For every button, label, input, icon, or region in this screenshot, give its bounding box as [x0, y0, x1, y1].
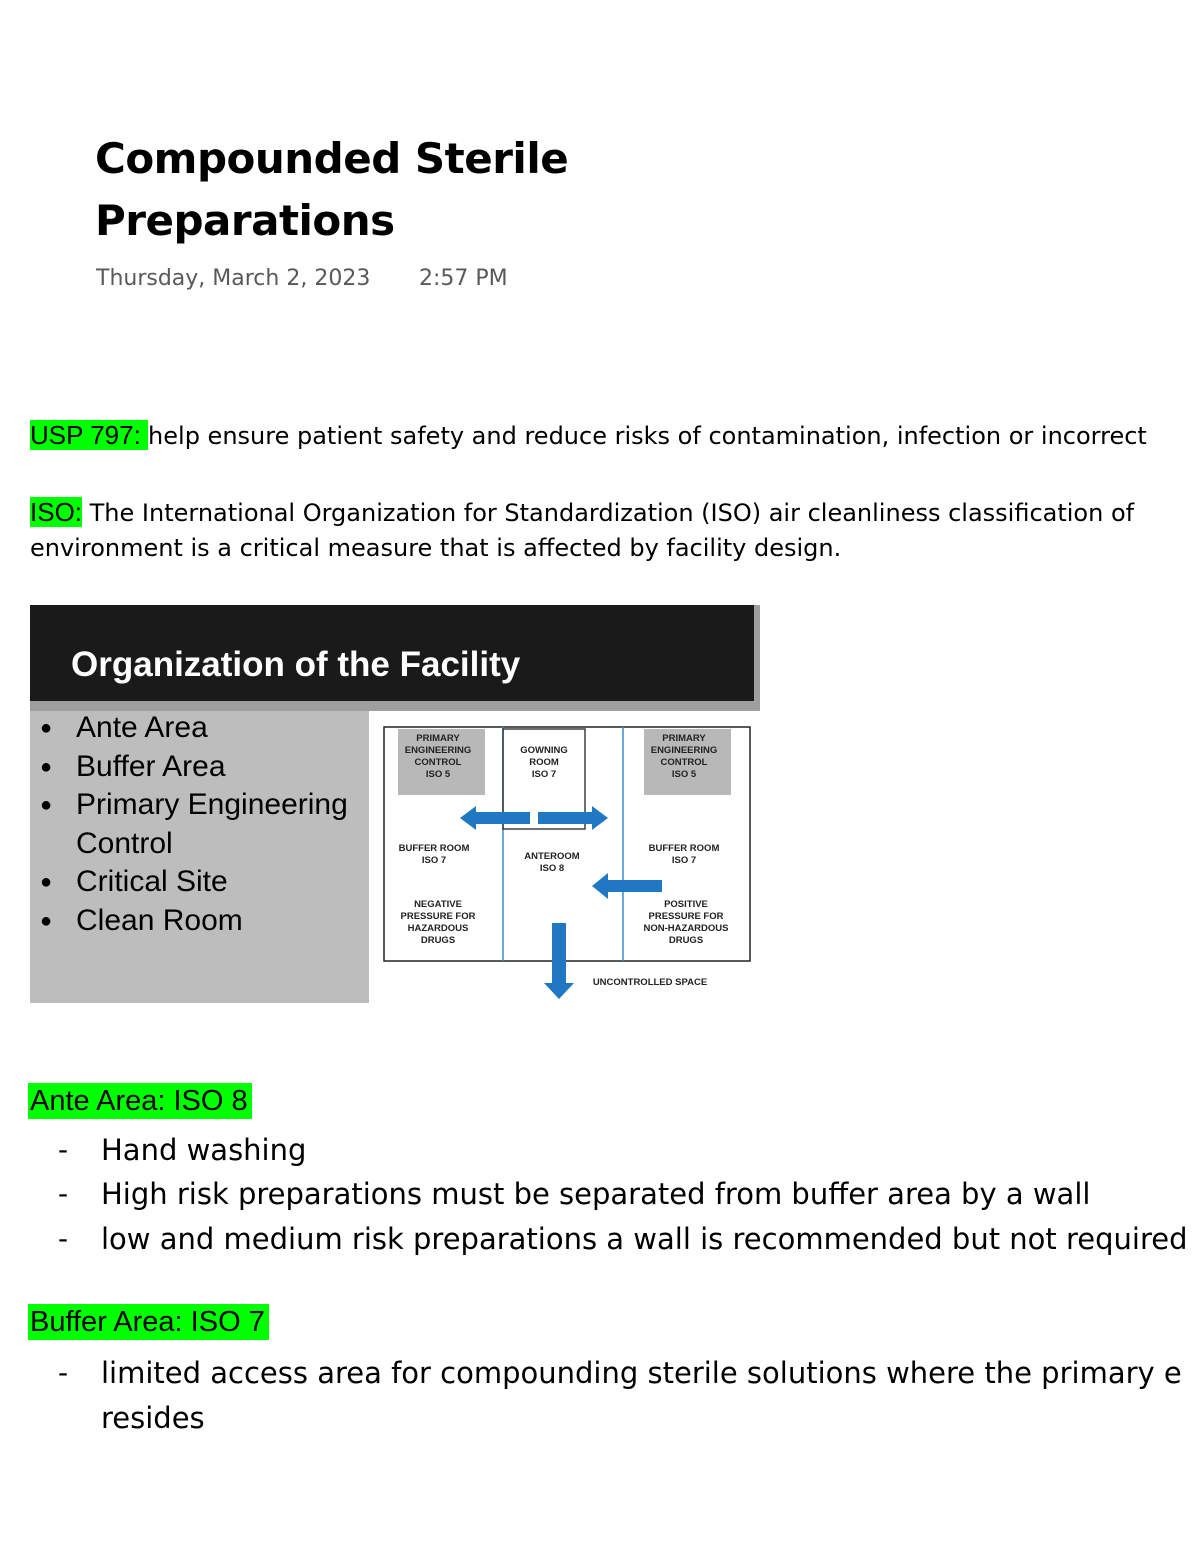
iso-paragraph-line1 [30, 497, 1134, 528]
diagram-uncontrolled-label: UNCONTROLLED SPACE [592, 977, 708, 988]
slide-item: ● Clean Room [40, 902, 348, 941]
page-title-line1: Compounded Sterile [95, 134, 569, 183]
diagram-anteroom-label: ANTEROOM [524, 851, 580, 862]
diagram-pec-right-label: ISO 5 [671, 769, 697, 780]
diagram-pec-left-label: CONTROL [414, 757, 462, 768]
slide-item: ● Ante Area [40, 709, 348, 748]
ante-bullet: low and medium risk preparations a wall is recommended but not required [101, 1222, 1188, 1256]
buffer-bullet-line1: limited access area for compounding sterile solutions where the primary e [101, 1356, 1182, 1390]
diagram-pec-left-label: ENGINEERING [404, 745, 472, 756]
diagram-pec-right-label: CONTROL [660, 757, 708, 768]
diagram-pec-right-label: PRIMARY [662, 733, 706, 744]
diagram-negative-pressure-label: DRUGS [420, 935, 456, 946]
diagram-negative-pressure-label: PRESSURE FOR [400, 911, 476, 922]
ante-bullet-marker: - [58, 1177, 69, 1210]
slide-header [30, 605, 754, 701]
page-title-line2: Preparations [95, 196, 395, 245]
diagram-gowning-label: GOWNING [520, 745, 568, 756]
ante-heading: Ante Area: ISO 8 [28, 1085, 252, 1118]
diagram-gowning-label: ISO 7 [531, 769, 557, 780]
slide-item: ● Buffer Area [40, 748, 348, 787]
diagram-buffer-left-label: BUFFER ROOM [398, 843, 470, 854]
page-time: 2:57 PM [419, 266, 508, 291]
iso-text-line1: The International Organization for Standardization (ISO) air cleanliness classification of [82, 499, 1135, 527]
diagram-positive-pressure-label: NON-HAZARDOUS [643, 923, 729, 934]
diagram-pec-left-label: ISO 5 [425, 769, 451, 780]
iso-label: ISO: [30, 497, 83, 527]
buffer-bullet-marker: - [58, 1356, 69, 1389]
diagram-buffer-right-label: BUFFER ROOM [648, 843, 720, 854]
usp-label: USP 797: [30, 420, 149, 450]
slide-item: ● Primary Engineering [40, 786, 348, 825]
slide-item-continuation: Control [76, 826, 173, 860]
buffer-bullet-line2: resides [101, 1401, 205, 1435]
usp-paragraph [30, 420, 1147, 451]
diagram-pec-right-label: ENGINEERING [650, 745, 718, 756]
ante-bullet-marker: - [58, 1222, 69, 1255]
diagram-pec-left-label: PRIMARY [416, 733, 460, 744]
ante-bullet-marker: - [58, 1133, 69, 1166]
slide-bullet-list [40, 709, 348, 940]
facility-slide-image [30, 605, 760, 1003]
buffer-heading: Buffer Area: ISO 7 [28, 1306, 269, 1339]
facility-diagram [380, 723, 760, 1003]
slide-title: Organization of the Facility [71, 645, 521, 684]
diagram-gowning-label: ROOM [529, 757, 559, 768]
iso-text-line2: environment is a critical measure that is affected by facility design. [30, 534, 842, 562]
diagram-anteroom-label: ISO 8 [539, 863, 565, 874]
usp-text: help ensure patient safety and reduce risks of contamination, infection or incorrect [148, 422, 1147, 450]
ante-bullet: High risk preparations must be separated from buffer area by a wall [101, 1177, 1091, 1211]
diagram-positive-pressure-label: POSITIVE [664, 899, 708, 910]
diagram-buffer-left-label: ISO 7 [421, 855, 447, 866]
diagram-positive-pressure-label: PRESSURE FOR [648, 911, 724, 922]
page-date: Thursday, March 2, 2023 [96, 266, 371, 291]
diagram-negative-pressure-label: HAZARDOUS [407, 923, 469, 934]
diagram-negative-pressure-label: NEGATIVE [414, 899, 462, 910]
diagram-buffer-right-label: ISO 7 [671, 855, 697, 866]
diagram-positive-pressure-label: DRUGS [668, 935, 704, 946]
slide-item: ● Critical Site [40, 863, 348, 902]
ante-bullet: Hand washing [101, 1133, 307, 1167]
